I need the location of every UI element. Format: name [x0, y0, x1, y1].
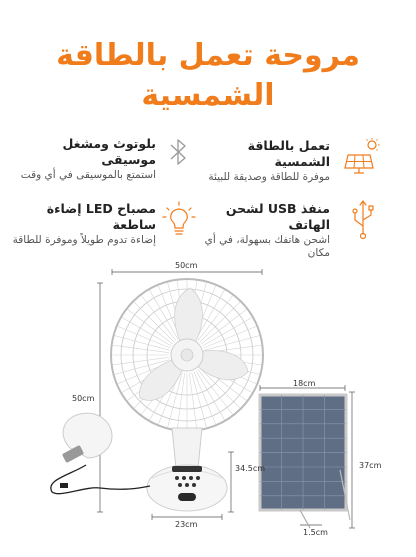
dim-base-width: 23cm — [175, 520, 198, 529]
feature-led-heading: مصباح LED إضاءة ساطعة — [46, 201, 156, 232]
feature-solar-heading: تعمل بالطاقة الشمسية — [247, 138, 330, 169]
led-bulb — [62, 413, 112, 463]
dim-panel-height: 37cm — [359, 461, 382, 470]
feature-bluetooth-heading: بلوتوث ومشغل موسيقى — [62, 136, 156, 167]
feature-bluetooth-sub: استمتع بالموسيقى في أي وقت — [20, 169, 156, 181]
dim-panel-depth: 1.5cm — [303, 528, 328, 537]
solar-panel — [260, 395, 350, 528]
dim-fan-height: 50cm — [72, 394, 95, 403]
feature-usb-heading: منفذ USB لشحن الهاتف — [225, 201, 330, 232]
dim-panel-width: 18cm — [293, 379, 316, 388]
dim-fan-width: 50cm — [175, 261, 198, 270]
page-title-line1: مروحة تعمل بالطاقة — [56, 38, 360, 73]
feature-led-sub: إضاءة تدوم طويلاً وموفرة للطاقة — [12, 234, 156, 246]
page-title-line2: الشمسية — [141, 78, 275, 113]
feature-solar-sub: موفرة للطاقة وصديقة للبيئة — [208, 171, 330, 183]
dim-base-height: 34.5cm — [235, 464, 266, 473]
feature-usb-sub: اشحن هاتفك بسهولة، في أي مكان — [204, 234, 330, 259]
